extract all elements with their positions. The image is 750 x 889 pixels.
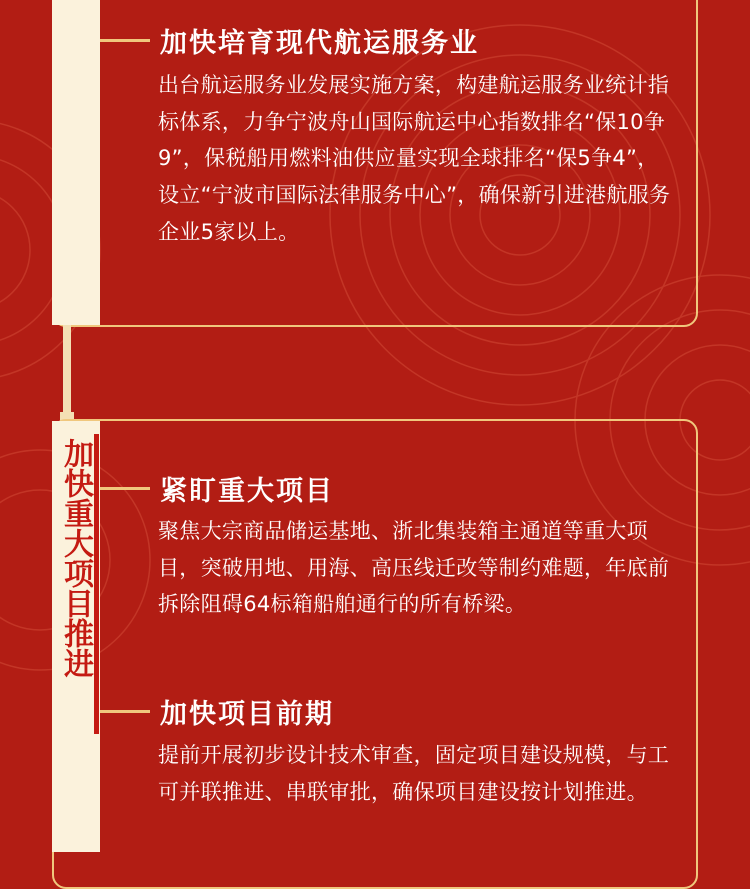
card-connector — [63, 325, 71, 421]
heading-line — [100, 710, 150, 713]
heading-focus-projects: 紧盯重大项目 — [160, 475, 334, 507]
vertical-title-bar — [94, 434, 99, 734]
heading-service-industry: 加快培育现代航运服务业 — [160, 27, 479, 59]
paragraph-focus-projects: 聚焦大宗商品储运基地、浙北集装箱主通道等重大项目，突破用地、用海、高压线迁改等制约难题，年底前拆除阻碍64标箱船舶通行的所有桥梁。 — [158, 519, 670, 617]
heading-row-project-preparation — [100, 693, 334, 729]
heading-row-focus-projects — [100, 470, 334, 506]
heading-line — [100, 39, 150, 42]
heading-line — [100, 487, 150, 490]
heading-project-preparation: 加快项目前期 — [160, 698, 334, 730]
major-projects-vertical-title: 加快重大项目推进 — [58, 438, 93, 678]
paragraph-service-industry: 出台航运服务业发展实施方案，构建航运服务业统计指标体系，力争宁波舟山国际航运中心指数排名“保10争9”，保税船用燃料油供应量实现全球排名“保5争4”，设立“宁波市国际法律服务中心”，确保新引进港航服务企业5家以上。 — [158, 73, 671, 244]
card-side-strip-top — [52, 0, 100, 325]
paragraph-project-preparation: 提前开展初步设计技术审查，固定项目建设规模，与工可并联推进、串联审批，确保项目建设按计划推进。 — [158, 743, 670, 804]
heading-row-service-industry — [100, 22, 479, 58]
